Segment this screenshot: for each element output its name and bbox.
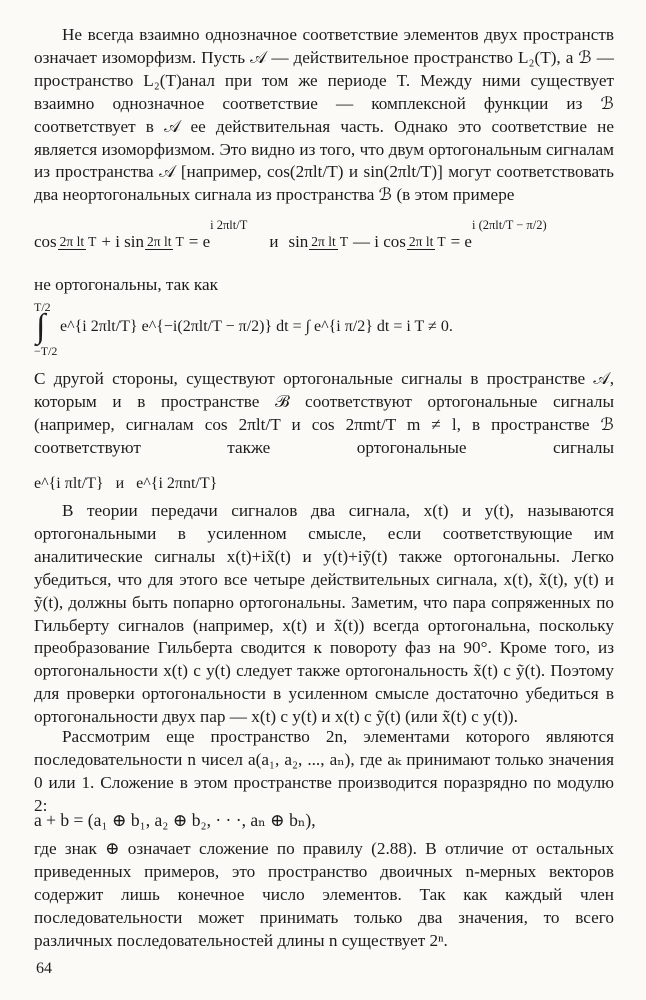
formula-1-sin: sin xyxy=(288,232,309,251)
formula-exp-signals xyxy=(34,470,614,498)
paragraph-1: Не всегда взаимно однозначное соответствие элементов двух пространств означает изоморфизм. Пусть 𝒜 — действительное пространство L₂(T), а ℬ — пространство L₂(T)анал при том же периоде T. Между ними существует взаимно однозначное соответствие — комплексной функции из ℬ соответствует в 𝒜 ее действительная часть. Однако это соответствие не является изоморфизмом. Это видно из того, что двум ортогональным сигналам из пространства 𝒜 [например, cos(2πlt/T) и sin(2πlt/T)] могут соответствовать два неортогональных сигнала из пространства ℬ (в этом примере xyxy=(34,25,614,205)
formula-mod2-sum: a + b = (a₁ ⊕ b₁, a₂ ⊕ b₂, · · ·, aₙ ⊕ bₙ), xyxy=(34,810,316,830)
paragraph-5: Рассмотрим еще пространство 2n, элементами которого являются последовательности n чисел a(a₁, a₂, ..., aₙ), где aₖ принимают только значения 0 или 1. Сложение в этом пространстве производится поразрядно по модулю 2: xyxy=(34,727,614,815)
paragraph-6: где знак ⊕ означает сложение по правилу (2.88). В отличие от остальных приведенных примеров, это пространство двоичных n-мерных векторов содержит лишь конечное число элементов. Так как каждый член последовательности может принимать только два значения, то всего различных последовательностей длины n существует 2ⁿ. xyxy=(34,839,614,950)
integral-lower-limit: −T/2 xyxy=(34,344,58,358)
formula-3-and: и xyxy=(291,414,301,434)
formula-1-and: и xyxy=(269,232,279,251)
page-number: 64 xyxy=(36,960,52,977)
formula-1-eq2: = e xyxy=(450,232,472,251)
formula-1-minus: — i cos xyxy=(353,232,406,251)
formula-1-eq: = e xyxy=(188,232,211,251)
formula-1-frac: 2π lt T xyxy=(59,234,97,249)
integral-upper-limit: T/2 xyxy=(34,300,51,314)
formula-exp-relation xyxy=(34,217,614,262)
formula-4-e1: e^{i πlt/T} xyxy=(34,475,104,492)
formula-3-sig2: cos 2πmt/T xyxy=(311,414,396,434)
formula-1-plus: + i sin xyxy=(101,232,145,251)
formula-integral xyxy=(34,300,614,364)
paragraph-3-text: С другой стороны, существуют ортогональные сигналы в пространстве 𝒜, которым и в пространстве ℬ соответствуют ортогональные сигналы (например, сигналам xyxy=(34,369,614,434)
integral-body: e^{i 2πlt/T} e^{−i(2πlt/T − π/2)} dt = ∫ e^{i π/2} dt = i T ≠ 0. xyxy=(60,318,453,335)
paragraph-4: В теории передачи сигналов два сигнала, x(t) и y(t), называются ортогональными в усиленном смысле, если соответствующие им аналитические сигналы x(t)+ix̃(t) и y(t)+iỹ(t) также ортогональны. Легко убедиться, что для этого все четыре действительных сигнала, x(t), x̃(t), y(t) и ỹ(t), должны быть попарно ортогональны. Заметим, что пара сопряженных по Гильберту сигналов (например, x(t) и x̃(t)) всегда ортогональна, поскольку преобразование Гильберта сводится к повороту фаз на 90°. Кроме того, из ортогональности x(t) с y(t) следует также ортогональность x̃(t) с ỹ(t). Поэтому для проверки ортогональности в усиленном смысле достаточно убедиться в ортогональности двух пар — x(t) с y(t) и x(t) с ỹ(t) (или x̃(t) с y(t)). xyxy=(34,501,614,727)
formula-1-cos: cos xyxy=(34,232,57,251)
integral-sign: ∫ xyxy=(36,308,46,345)
formula-4-e2: e^{i 2πnt/T} xyxy=(136,475,218,492)
formula-1-exp: i 2πlt/T xyxy=(210,217,248,232)
paragraph-3 xyxy=(34,368,614,460)
formula-3-sig1: cos 2πlt/T xyxy=(204,414,281,434)
paragraph-3-text-2: в пространстве ℬ соответствуют также ортогональные сигналы xyxy=(34,414,615,457)
formula-1-frac-3: 2π lt T xyxy=(311,234,348,249)
formula-3-cond: m ≠ l, xyxy=(407,414,461,434)
formula-4-and: и xyxy=(115,475,125,492)
formula-1-frac-4: 2π lt T xyxy=(408,234,446,249)
paragraph-2: не ортогональны, так как xyxy=(34,275,218,294)
formula-1-frac-2: 2π lt T xyxy=(147,234,184,249)
formula-1-exp-2: i (2πlt/T − π/2) xyxy=(471,217,547,232)
